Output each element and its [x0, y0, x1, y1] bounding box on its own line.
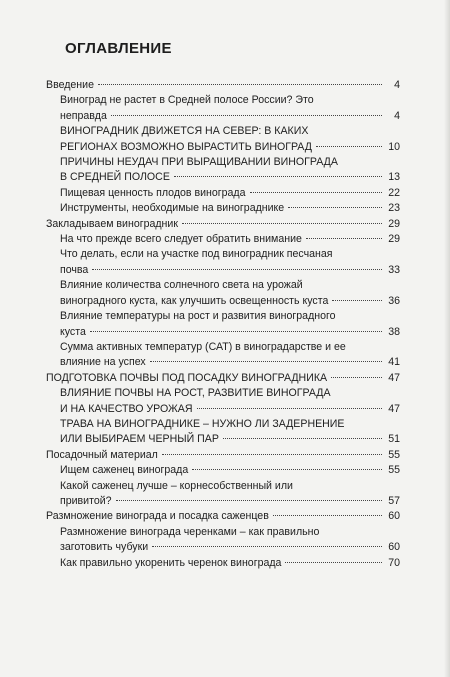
- dot-leader: [192, 469, 382, 470]
- toc-entry[interactable]: [46, 509, 400, 524]
- toc-entry[interactable]: [46, 556, 400, 571]
- toc-entry-title: ПОДГОТОВКА ПОЧВЫ ПОД ПОСАДКУ ВИНОГРАДНИКА: [46, 371, 328, 384]
- toc-entry-title-line: Что делать, если на участке под виноградник песчаная: [60, 248, 333, 261]
- dot-leader: [306, 238, 382, 239]
- toc-entry-title: Посадочный материал: [46, 448, 158, 461]
- toc-entry-title: виноградного куста, как улучшить освещенность куста: [60, 294, 329, 307]
- toc-entry[interactable]: [46, 525, 400, 556]
- toc-entry[interactable]: [46, 386, 400, 417]
- toc-entry-title-line: ТРАВА НА ВИНОГРАДНИКЕ – НУЖНО ЛИ ЗАДЕРНЕНИЕ: [60, 417, 345, 430]
- toc-entry-title: неправда: [60, 109, 107, 122]
- dot-leader: [174, 176, 382, 177]
- dot-leader: [152, 546, 382, 547]
- toc-entry[interactable]: [46, 232, 400, 247]
- page-title: ОГЛАВЛЕНИЕ: [65, 40, 172, 57]
- toc-entry-title-line: Влияние температуры на рост и развития виноградного: [60, 310, 336, 323]
- toc-entry-title: РЕГИОНАХ ВОЗМОЖНО ВЫРАСТИТЬ ВИНОГРАД: [60, 140, 312, 153]
- toc-page-number: 29: [388, 217, 400, 230]
- toc-entry-title: Как правильно укоренить черенок винограда: [60, 556, 282, 569]
- dot-leader: [332, 300, 382, 301]
- toc-entry[interactable]: [46, 93, 400, 124]
- toc-entry-title-line: Размножение винограда черенками – как правильно: [60, 525, 320, 538]
- toc-entry[interactable]: [46, 340, 400, 371]
- toc-page-number: 60: [388, 541, 400, 554]
- toc-entry-title-line: Сумма активных температур (САТ) в виноградарстве и ее: [60, 340, 346, 353]
- toc-page-number: 22: [388, 186, 400, 199]
- dot-leader: [223, 438, 382, 439]
- toc-page-number: 13: [388, 171, 400, 184]
- toc-page-number: 38: [388, 325, 400, 338]
- dot-leader: [116, 500, 382, 501]
- page-edge-shadow: [444, 0, 450, 677]
- toc-entry[interactable]: [46, 309, 400, 340]
- dot-leader: [250, 192, 383, 193]
- toc-entry-title: Введение: [46, 79, 94, 91]
- toc-page-number: 33: [388, 263, 400, 276]
- toc-entry[interactable]: [46, 217, 400, 232]
- toc-page-number: 70: [388, 556, 400, 569]
- dot-leader: [150, 361, 382, 362]
- toc-page-number: 23: [388, 202, 400, 215]
- dot-leader: [285, 562, 382, 563]
- toc-entry-title: почва: [60, 263, 89, 276]
- toc-page-number: 4: [394, 79, 400, 91]
- dot-leader: [92, 269, 382, 270]
- toc-entry[interactable]: [46, 247, 400, 278]
- toc-page-number: 51: [388, 433, 400, 446]
- toc-page-number: 36: [388, 294, 400, 307]
- table-of-contents: [46, 78, 400, 571]
- toc-entry-title: Инструменты, необходимые на винограднике: [60, 202, 285, 215]
- toc-page-number: 10: [388, 140, 400, 153]
- toc-entry-title-line: ПРИЧИНЫ НЕУДАЧ ПРИ ВЫРАЩИВАНИИ ВИНОГРАДА: [60, 156, 338, 169]
- toc-entry-title: влияние на успех: [60, 356, 146, 369]
- dot-leader: [273, 515, 382, 516]
- toc-page-number: 57: [388, 494, 400, 507]
- toc-entry-title: На что прежде всего следует обратить внимание: [60, 233, 302, 246]
- toc-entry-title-line: Какой саженец лучше – корнесобственный или: [60, 479, 293, 492]
- toc-entry-title: Ищем саженец винограда: [60, 464, 189, 477]
- toc-entry-title: Пищевая ценность плодов винограда: [60, 186, 246, 199]
- dot-leader: [316, 146, 382, 147]
- toc-entry-title: куста: [60, 325, 86, 338]
- toc-page-number: 4: [394, 109, 400, 122]
- toc-entry[interactable]: [46, 278, 400, 309]
- toc-entry-title-line: Виноград не растет в Средней полосе России? Это: [60, 94, 314, 107]
- toc-page-number: 55: [388, 448, 400, 461]
- toc-entry[interactable]: [46, 479, 400, 510]
- toc-entry-title-line: ВЛИЯНИЕ ПОЧВЫ НА РОСТ, РАЗВИТИЕ ВИНОГРАДА: [60, 387, 331, 400]
- dot-leader: [182, 223, 382, 224]
- toc-entry-title: И НА КАЧЕСТВО УРОЖАЯ: [60, 402, 193, 415]
- toc-entry-title-line: Влияние количества солнечного света на урожай: [60, 279, 303, 292]
- toc-entry[interactable]: [46, 155, 400, 186]
- toc-entry-title: Закладываем виноградник: [46, 217, 178, 230]
- toc-entry[interactable]: [46, 186, 400, 201]
- toc-entry[interactable]: [46, 463, 400, 478]
- dot-leader: [111, 115, 382, 116]
- dot-leader: [90, 331, 382, 332]
- toc-entry-title: привитой?: [60, 494, 112, 507]
- toc-entry-title: В СРЕДНЕЙ ПОЛОСЕ: [60, 171, 170, 184]
- toc-entry[interactable]: [46, 371, 400, 386]
- toc-entry[interactable]: [46, 201, 400, 216]
- toc-page-number: 29: [388, 233, 400, 246]
- toc-entry-title: Размножение винограда и посадка саженцев: [46, 510, 269, 523]
- toc-entry[interactable]: [46, 417, 400, 448]
- toc-entry[interactable]: [46, 124, 400, 155]
- toc-entry-title-line: ВИНОГРАДНИК ДВИЖЕТСЯ НА СЕВЕР: В КАКИХ: [60, 125, 309, 138]
- dot-leader: [98, 84, 382, 85]
- toc-entry[interactable]: [46, 78, 400, 93]
- dot-leader: [197, 408, 383, 409]
- toc-page-number: 41: [388, 356, 400, 369]
- toc-page-number: 47: [388, 402, 400, 415]
- toc-entry-title: ИЛИ ВЫБИРАЕМ ЧЕРНЫЙ ПАР: [60, 433, 219, 446]
- dot-leader: [162, 454, 382, 455]
- dot-leader: [331, 377, 382, 378]
- toc-page-number: 47: [388, 371, 400, 384]
- toc-page-number: 55: [388, 464, 400, 477]
- dot-leader: [288, 207, 382, 208]
- toc-page-number: 60: [388, 510, 400, 523]
- toc-entry-title: заготовить чубуки: [60, 541, 149, 554]
- toc-entry[interactable]: [46, 448, 400, 463]
